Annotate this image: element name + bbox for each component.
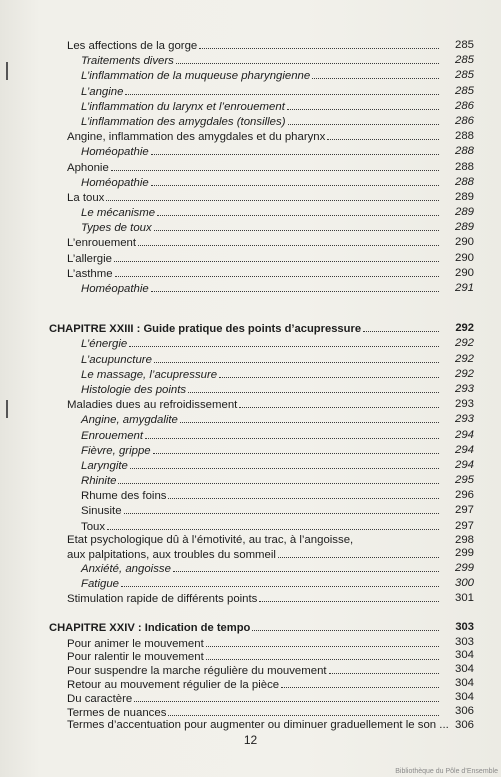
toc-entry [0,649,501,663]
entry-title: Angine, amygdalite [81,414,178,427]
toc-entry [0,691,501,705]
entry-title: CHAPITRE XXIII : Guide pratique des points d’acupressure [49,323,362,336]
dot-leader [259,591,439,602]
entry-page: 290 [454,266,474,279]
dot-leader [239,397,439,408]
entry-title: Le massage, l’acupressure [81,368,218,381]
dot-leader [138,235,439,246]
entry-page: 286 [454,114,474,127]
dot-leader [176,53,439,64]
toc-entry [0,352,501,367]
toc-entry [0,561,501,576]
entry-title: Traitements divers [81,55,174,68]
toc-entry [0,547,501,561]
entry-title: Toux [81,520,106,533]
toc-entry [0,519,501,534]
entry-title: Le mécanisme [81,207,156,220]
entry-title: L’allergie [67,252,112,265]
toc-entry [0,38,501,53]
entry-page: 294 [454,428,474,441]
entry-page: 292 [454,367,474,380]
entry-page: 289 [454,221,474,234]
dot-leader [168,488,439,499]
entry-page: 285 [454,84,474,97]
toc-entry [0,591,501,606]
toc-entry [0,677,501,691]
dot-leader [252,620,439,631]
toc-entry [0,99,501,114]
entry-page: 301 [454,592,474,605]
entry-page: 291 [454,282,474,294]
toc-entry [0,412,501,427]
dot-leader [130,458,439,469]
dot-leader [118,473,439,484]
entry-page: 300 [454,577,474,589]
entry-page: 288 [454,145,474,158]
toc-entry [0,443,501,458]
toc-entry [0,576,501,591]
toc-entry [0,488,501,503]
dot-leader [278,547,439,558]
entry-title: Pour animer le mouvement [67,637,204,650]
entry-page: 293 [454,413,474,426]
entry-page: 285 [454,39,474,51]
toc-entry [0,190,501,205]
toc-entry [0,367,501,382]
entry-title: Fièvre, grippe [81,444,151,457]
entry-page: 306 [454,705,474,718]
toc-entry [0,144,501,159]
toc-entry [0,534,501,548]
entry-page: 304 [454,677,474,690]
dot-leader [115,266,439,277]
entry-page: 288 [454,175,474,188]
entry-title: Termes d’accentuation pour augmenter ou diminuer graduellement le son ... [67,718,449,731]
dot-leader [188,382,439,393]
dot-leader [168,705,439,716]
toc-entry [0,428,501,443]
dot-leader [180,412,439,423]
chapter-heading [0,321,501,336]
entry-page: 293 [454,398,474,411]
dot-leader [199,38,439,49]
entry-title: Fatigue [81,578,119,590]
entry-title: Du caractère [67,693,133,706]
entry-page: 295 [454,474,474,487]
entry-page: 306 [454,718,474,731]
entry-page: 297 [454,519,474,532]
entry-title: CHAPITRE XXIV : Indication de tempo [49,622,251,635]
entry-page: 288 [454,160,474,173]
toc-entry [0,503,501,518]
watermark: Bibliothèque du Pôle d’Ensemble [395,768,498,775]
dot-leader [206,636,439,647]
entry-title: Aphonie [67,161,109,174]
dot-leader [129,336,439,347]
dot-leader [151,144,439,155]
entry-page: 294 [454,458,474,471]
entry-page: 294 [454,443,474,456]
toc-entry [0,266,501,281]
entry-title: L’angine [81,85,124,98]
entry-title: Histologie des points [81,383,187,396]
entry-title: L’inflammation de la muqueuse pharyngienne [81,70,311,83]
dot-leader [219,367,439,378]
entry-page: 286 [454,99,474,112]
entry-page: 288 [454,130,474,143]
page-number: 12 [243,733,258,747]
entry-page: 299 [454,561,474,574]
dot-leader [327,129,439,140]
toc-entry [0,336,501,351]
dot-leader [145,428,439,439]
entry-page: 299 [454,547,474,560]
entry-title: L’enrouement [67,237,137,250]
entry-title: Maladies dues au refroidissement [67,399,238,412]
entry-page: 304 [454,663,474,676]
entry-title: Pour ralentir le mouvement [67,651,204,664]
dot-leader [106,190,439,201]
dot-leader [312,68,439,79]
entry-page: 285 [454,69,474,82]
dot-leader [151,281,439,292]
entry-title: Homéopathie [81,176,149,189]
dot-leader [107,519,439,530]
toc-entry [0,719,501,733]
entry-page: 290 [454,236,474,249]
entry-title: Etat psychologique dû à l’émotivité, au trac, à l’angoisse, [67,533,354,546]
toc-entry [0,175,501,190]
entry-title: Anxiété, angoisse [81,562,171,575]
entry-title: L’énergie [81,338,128,351]
entry-page: 290 [454,251,474,264]
dot-leader [329,663,439,674]
entry-page: 298 [454,533,474,546]
entry-title: aux palpitations, aux troubles du sommeil [67,549,276,562]
entry-title: Laryngite [81,459,128,472]
entry-page: 303 [454,635,474,648]
dot-leader [125,84,439,95]
entry-title: Angine, inflammation des amygdales et du pharynx [67,131,326,144]
toc-entry [0,636,501,650]
toc-entry [0,251,501,266]
entry-title: Retour au mouvement régulier de la pièce [67,679,280,692]
dot-leader [154,220,439,231]
entry-title: Rhume des foins [81,490,167,503]
toc-entry [0,220,501,235]
dot-leader [281,677,439,688]
entry-page: 296 [454,489,474,502]
entry-title: Termes de nuances [67,707,167,720]
entry-title: L’asthme [67,267,113,280]
table-of-contents [0,38,501,733]
toc-entry [0,473,501,488]
dot-leader [153,443,439,454]
toc-entry [0,705,501,719]
entry-title: Les affections de la gorge [67,40,198,52]
toc-entry [0,458,501,473]
dot-leader [287,99,439,110]
entry-page: 304 [454,649,474,662]
toc-entry [0,114,501,129]
dot-leader [151,175,439,186]
entry-page: 289 [454,206,474,219]
dot-leader [363,321,439,332]
dot-leader [111,160,439,171]
toc-entry [0,68,501,83]
entry-page: 304 [454,691,474,704]
dot-leader [124,503,439,514]
dot-leader [114,251,439,262]
dot-leader [154,352,439,363]
entry-page: 297 [454,504,474,517]
dot-leader [206,649,439,660]
toc-entry [0,129,501,144]
entry-page: 289 [454,190,474,203]
entry-title: L’inflammation des amygdales (tonsilles) [81,115,286,128]
toc-entry [0,53,501,68]
entry-title: La toux [67,191,105,204]
toc-entry [0,235,501,250]
entry-title: Rhinite [81,475,117,488]
toc-entry [0,84,501,99]
toc-entry [0,205,501,220]
entry-title: Homéopathie [81,283,149,295]
entry-title: Stimulation rapide de différents points [67,593,258,606]
entry-page: 303 [455,621,474,634]
dot-leader [134,691,439,702]
entry-page: 292 [454,337,474,350]
entry-title: L’inflammation du larynx et l’enrouement [81,100,285,113]
entry-page: 293 [454,382,474,395]
entry-title: Enrouement [81,429,144,442]
entry-title: Homéopathie [81,146,149,159]
entry-page: 285 [454,54,474,67]
dot-leader [157,205,439,216]
toc-entry [0,397,501,412]
entry-page: 292 [454,352,474,365]
toc-entry [0,160,501,175]
dot-leader [121,576,439,587]
dot-leader [173,561,439,572]
dot-leader [288,114,440,125]
entry-page: 292 [455,322,474,335]
toc-entry [0,382,501,397]
entry-title: Sinusite [81,505,122,518]
toc-entry [0,663,501,677]
toc-entry [0,281,501,296]
entry-title: L’acupuncture [81,353,152,366]
entry-title: Types de toux [81,222,152,235]
chapter-heading [0,620,501,635]
entry-title: Pour suspendre la marche régulière du mouvement [67,665,327,678]
